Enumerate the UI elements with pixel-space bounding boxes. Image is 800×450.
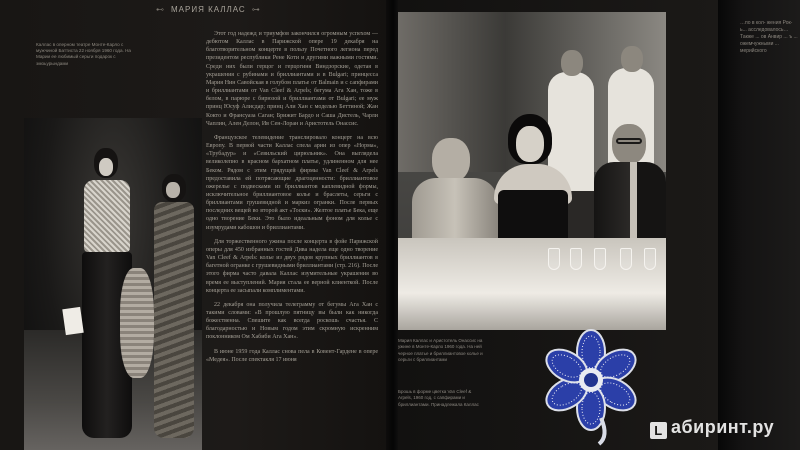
watermark-logo [650, 417, 774, 439]
watermark-badge-icon: L [650, 422, 667, 439]
photo-dinner-scene [398, 12, 666, 330]
photo-caption-left: Каллас в оперном театре Монте-Карло с мужчиной Баттиста 22 ноября 1960 года. На Марии ее любимый серьги подарок с эмоьурындами [36, 42, 131, 66]
next-page-text-fragment: …по в кол- жения Рок- ь... асследовалось… Также ... ов Анвир ... ъ ... ожемчужными ... мерийского [740, 20, 798, 54]
paragraph: В июне 1959 года Каллас снова пела в Ковент-Гардене в опере «Медея». После спектакля 17 июня [206, 348, 378, 363]
next-page-edge [718, 0, 800, 450]
left-page [0, 0, 392, 450]
watermark-text: абиринт.ру [671, 417, 775, 437]
paragraph: Для торжественного ужина после концерта в фойе Парижской оперы для 450 избранных гостей Дива надела еще одно творение Van Cleef & Arpels: колье из двух рядов крупных бриллиантов в багетной огранке с грушевидными бриллиантами (стр. 216). После этого фирма часто давала Каллас изумительные украшения во время ее выступлений. Мария стала ее верной клиенткой. После концерта ее засыпали комплиментами. [206, 238, 378, 294]
second-woman-figure [150, 174, 196, 444]
running-head [150, 5, 267, 14]
ornament-icon: ⊶ [251, 5, 261, 14]
ornament-icon: ⊷ [156, 5, 165, 14]
man-with-glasses-figure [594, 124, 666, 254]
caption-dinner: Мария Каллас и Аристотель Онассис на ужине в Монте-Карло 1960 года. На ней черное платье и бриллиантовое колье и серьги с бриллиантами [398, 338, 483, 362]
flower-brooch-photo [536, 328, 646, 446]
paragraph: 22 декабря она получила телеграмму от бегумы Ага Хан с такими словами: «В прошлую пятницу вы были как никогда божественна. Спешите как всегда роскошь счастья. С благодарностью и Новым годом этим скромную искренним поклонником Ом Хабиби Ага Хан». [206, 301, 378, 341]
fur-stole [120, 268, 154, 378]
caption-brooch: Брошь в форме цветка Van Cleef & Arpels, 1960 год, с сапфирами и бриллиантами. Принадлежала Каллас [398, 389, 479, 407]
photo-callas-arrival [24, 118, 202, 450]
running-head-title: МАРИЯ КАЛЛАС [171, 5, 246, 14]
paragraph: Этот год надежд и триумфов закончился огромным успехом — дебютом Каллас в Парижской опере 19 декабря на благотворительном концерте в пользу Почетного легиона перед президентом республики Рене Коти и другими важными гостями. Среди них были герцог и герцогиня Виндзорские, одетая в украшения с рубинами и бриллиантами и в Bulgari; принцесса Мария Нин Савойская в голубом платье от Balmain и с сапфирами и бриллиантами от Van Cleef & Arpels; бегума Ага Хан, тоже в белом, в парюре с бирюзой и бриллиантами от Bulgari; ее муж принц Юсуф Алисдар; принц Али Хан с моделью Беттиной; Жан Кокто и Франсуаза Саган; Брижит Бардо и Саша Дистель, Чарли Чаплин, Ален Делон, Ив Сен-Лоран и Аристотель Онассис. [206, 31, 378, 127]
body-text-left [206, 30, 378, 450]
right-page [398, 0, 718, 450]
paragraph: Французское телевидение транслировало концерт на всю Европу. В первой части Каллас спела арии из опер «Норма», «Трубадур» и «Севильский цирюльник». Она выглядела великолепно в красном бархатном платье, удлиненном для нее Беком. Рядом с этим грядущей фирмы Van Cleef & Arpels предоставила ей потрясающие драгоценности: бриллиантовое ожерелье с подвесками из бриллиантов каплевидной формы, исключительное бриллиантовое колье и браслеты, серьги с бриллиантами грушевидной и маркиз огранки. После первых последних вещей во второй акт «Тоски». Желтое платье Бека, еще одно творение Беки. Это было идеальным фоном для колье с изумрудами кабошон и бриллиантами. [206, 134, 378, 231]
photo-caption-right [398, 338, 484, 408]
